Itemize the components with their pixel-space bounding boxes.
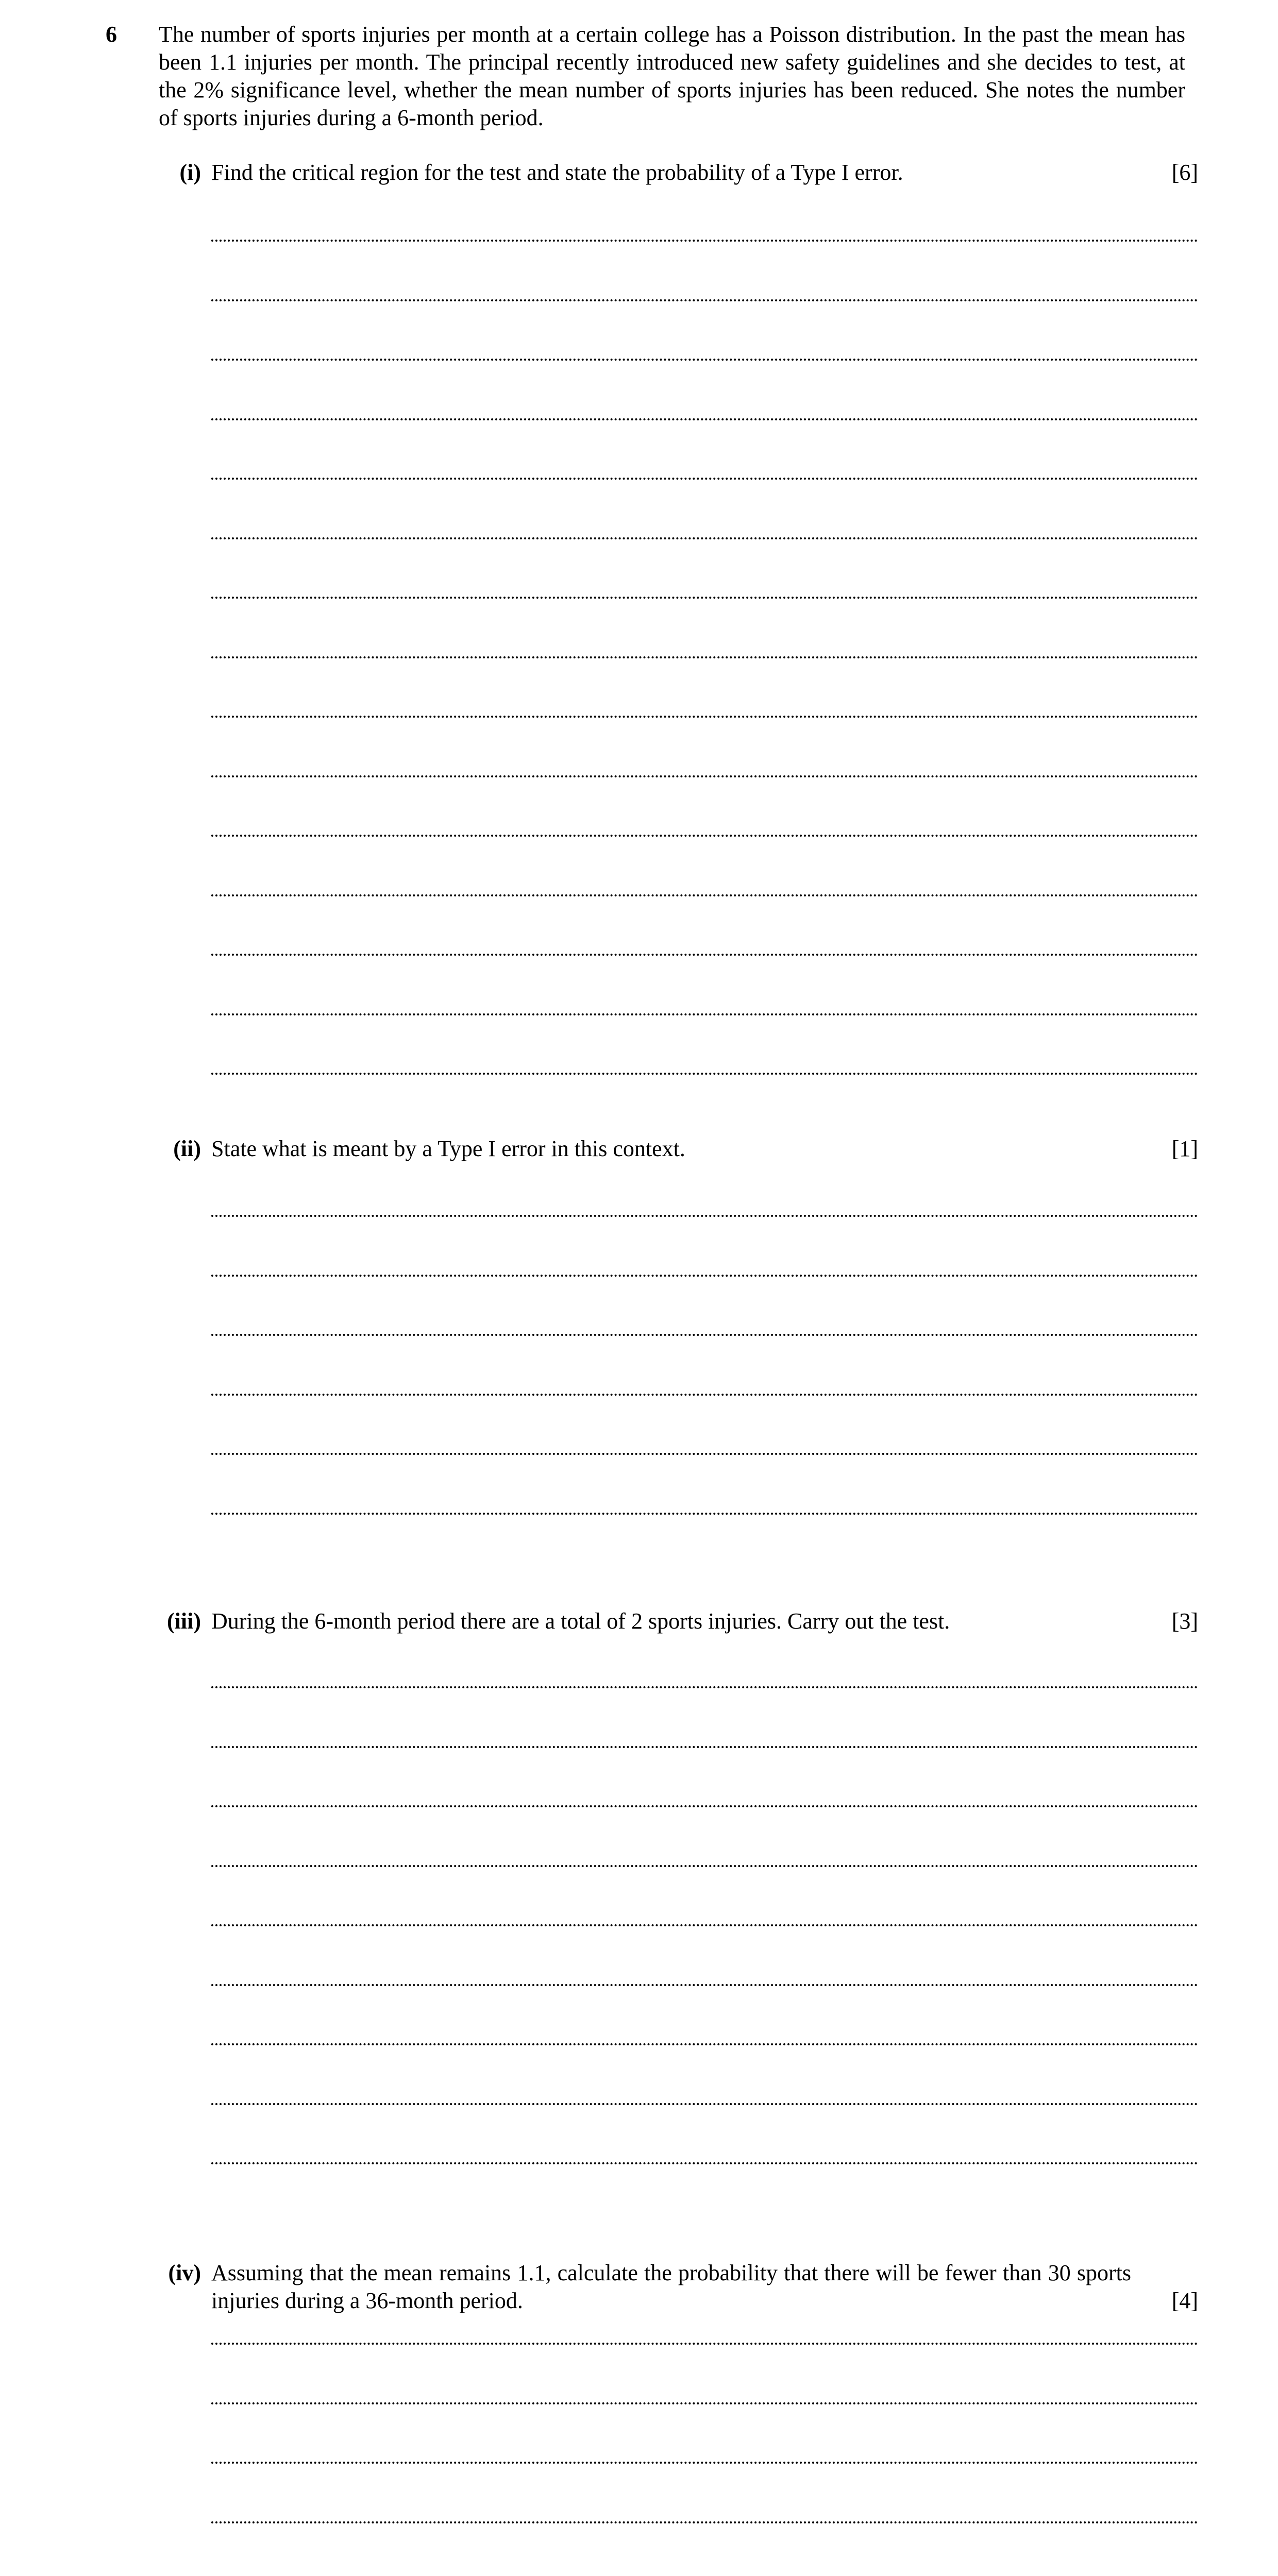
answer-line[interactable]	[211, 1746, 1198, 1748]
answer-line[interactable]	[211, 1984, 1198, 1986]
answer-line[interactable]	[211, 1013, 1198, 1015]
answer-line[interactable]	[211, 1865, 1198, 1867]
answer-line[interactable]	[211, 1394, 1198, 1396]
answer-line[interactable]	[211, 2402, 1198, 2404]
answer-line[interactable]	[211, 2162, 1198, 2164]
part-ii-label: (ii)	[173, 1136, 201, 1161]
part-ii-text: State what is meant by a Type I error in this context.	[211, 1136, 685, 1161]
part-iv-label: (iv)	[168, 2260, 201, 2285]
answer-line[interactable]	[211, 2043, 1198, 2045]
answer-line[interactable]	[211, 2343, 1198, 2345]
answer-line[interactable]	[211, 1215, 1198, 1217]
part-i-marks: [6]	[1171, 160, 1198, 185]
answer-line[interactable]	[211, 1073, 1198, 1075]
answer-line[interactable]	[211, 775, 1198, 777]
answer-line[interactable]	[211, 359, 1198, 361]
part-iii-marks: [3]	[1171, 1608, 1198, 1634]
answer-line[interactable]	[211, 954, 1198, 956]
answer-line[interactable]	[211, 1334, 1198, 1336]
answer-line[interactable]	[211, 716, 1198, 718]
answer-line[interactable]	[211, 1453, 1198, 1455]
answer-line[interactable]	[211, 240, 1198, 242]
answer-line[interactable]	[211, 597, 1198, 599]
part-iii-label: (iii)	[167, 1608, 201, 1634]
answer-line[interactable]	[211, 478, 1198, 480]
part-iv-marks: [4]	[1171, 2288, 1198, 2313]
part-ii-marks: [1]	[1171, 1136, 1198, 1161]
answer-line[interactable]	[211, 299, 1198, 301]
answer-line[interactable]	[211, 1805, 1198, 1807]
part-i-label: (i)	[179, 160, 201, 185]
question-number: 6	[106, 22, 117, 47]
answer-line[interactable]	[211, 1513, 1198, 1515]
part-i-text: Find the critical region for the test and state the probability of a Type I error.	[211, 160, 903, 185]
answer-line[interactable]	[211, 2103, 1198, 2105]
question-stem: The number of sports injuries per month at a certain college has a Poisson distribution. In the past the mean has been 1.1 injuries per month. The principal recently introduced new safety guidelines and she decides to test, at the 2% significance level, whether the mean number of sports injuries has been reduced. She notes the number of sports injuries during a 6-month period.	[159, 22, 1185, 130]
part-iii-text: During the 6-month period there are a total of 2 sports injuries. Carry out the test.	[211, 1608, 950, 1634]
answer-line[interactable]	[211, 894, 1198, 896]
answer-line[interactable]	[211, 656, 1198, 658]
answer-line[interactable]	[211, 1686, 1198, 1688]
answer-line[interactable]	[211, 2521, 1198, 2523]
answer-line[interactable]	[211, 418, 1198, 420]
part-iv-text: Assuming that the mean remains 1.1, calculate the probability that there will be fewer than 30 sports injuries during a 36-month period.	[211, 2260, 1131, 2313]
answer-line[interactable]	[211, 1275, 1198, 1277]
answer-line[interactable]	[211, 835, 1198, 837]
answer-line[interactable]	[211, 537, 1198, 539]
answer-line[interactable]	[211, 1924, 1198, 1926]
answer-line[interactable]	[211, 2462, 1198, 2464]
